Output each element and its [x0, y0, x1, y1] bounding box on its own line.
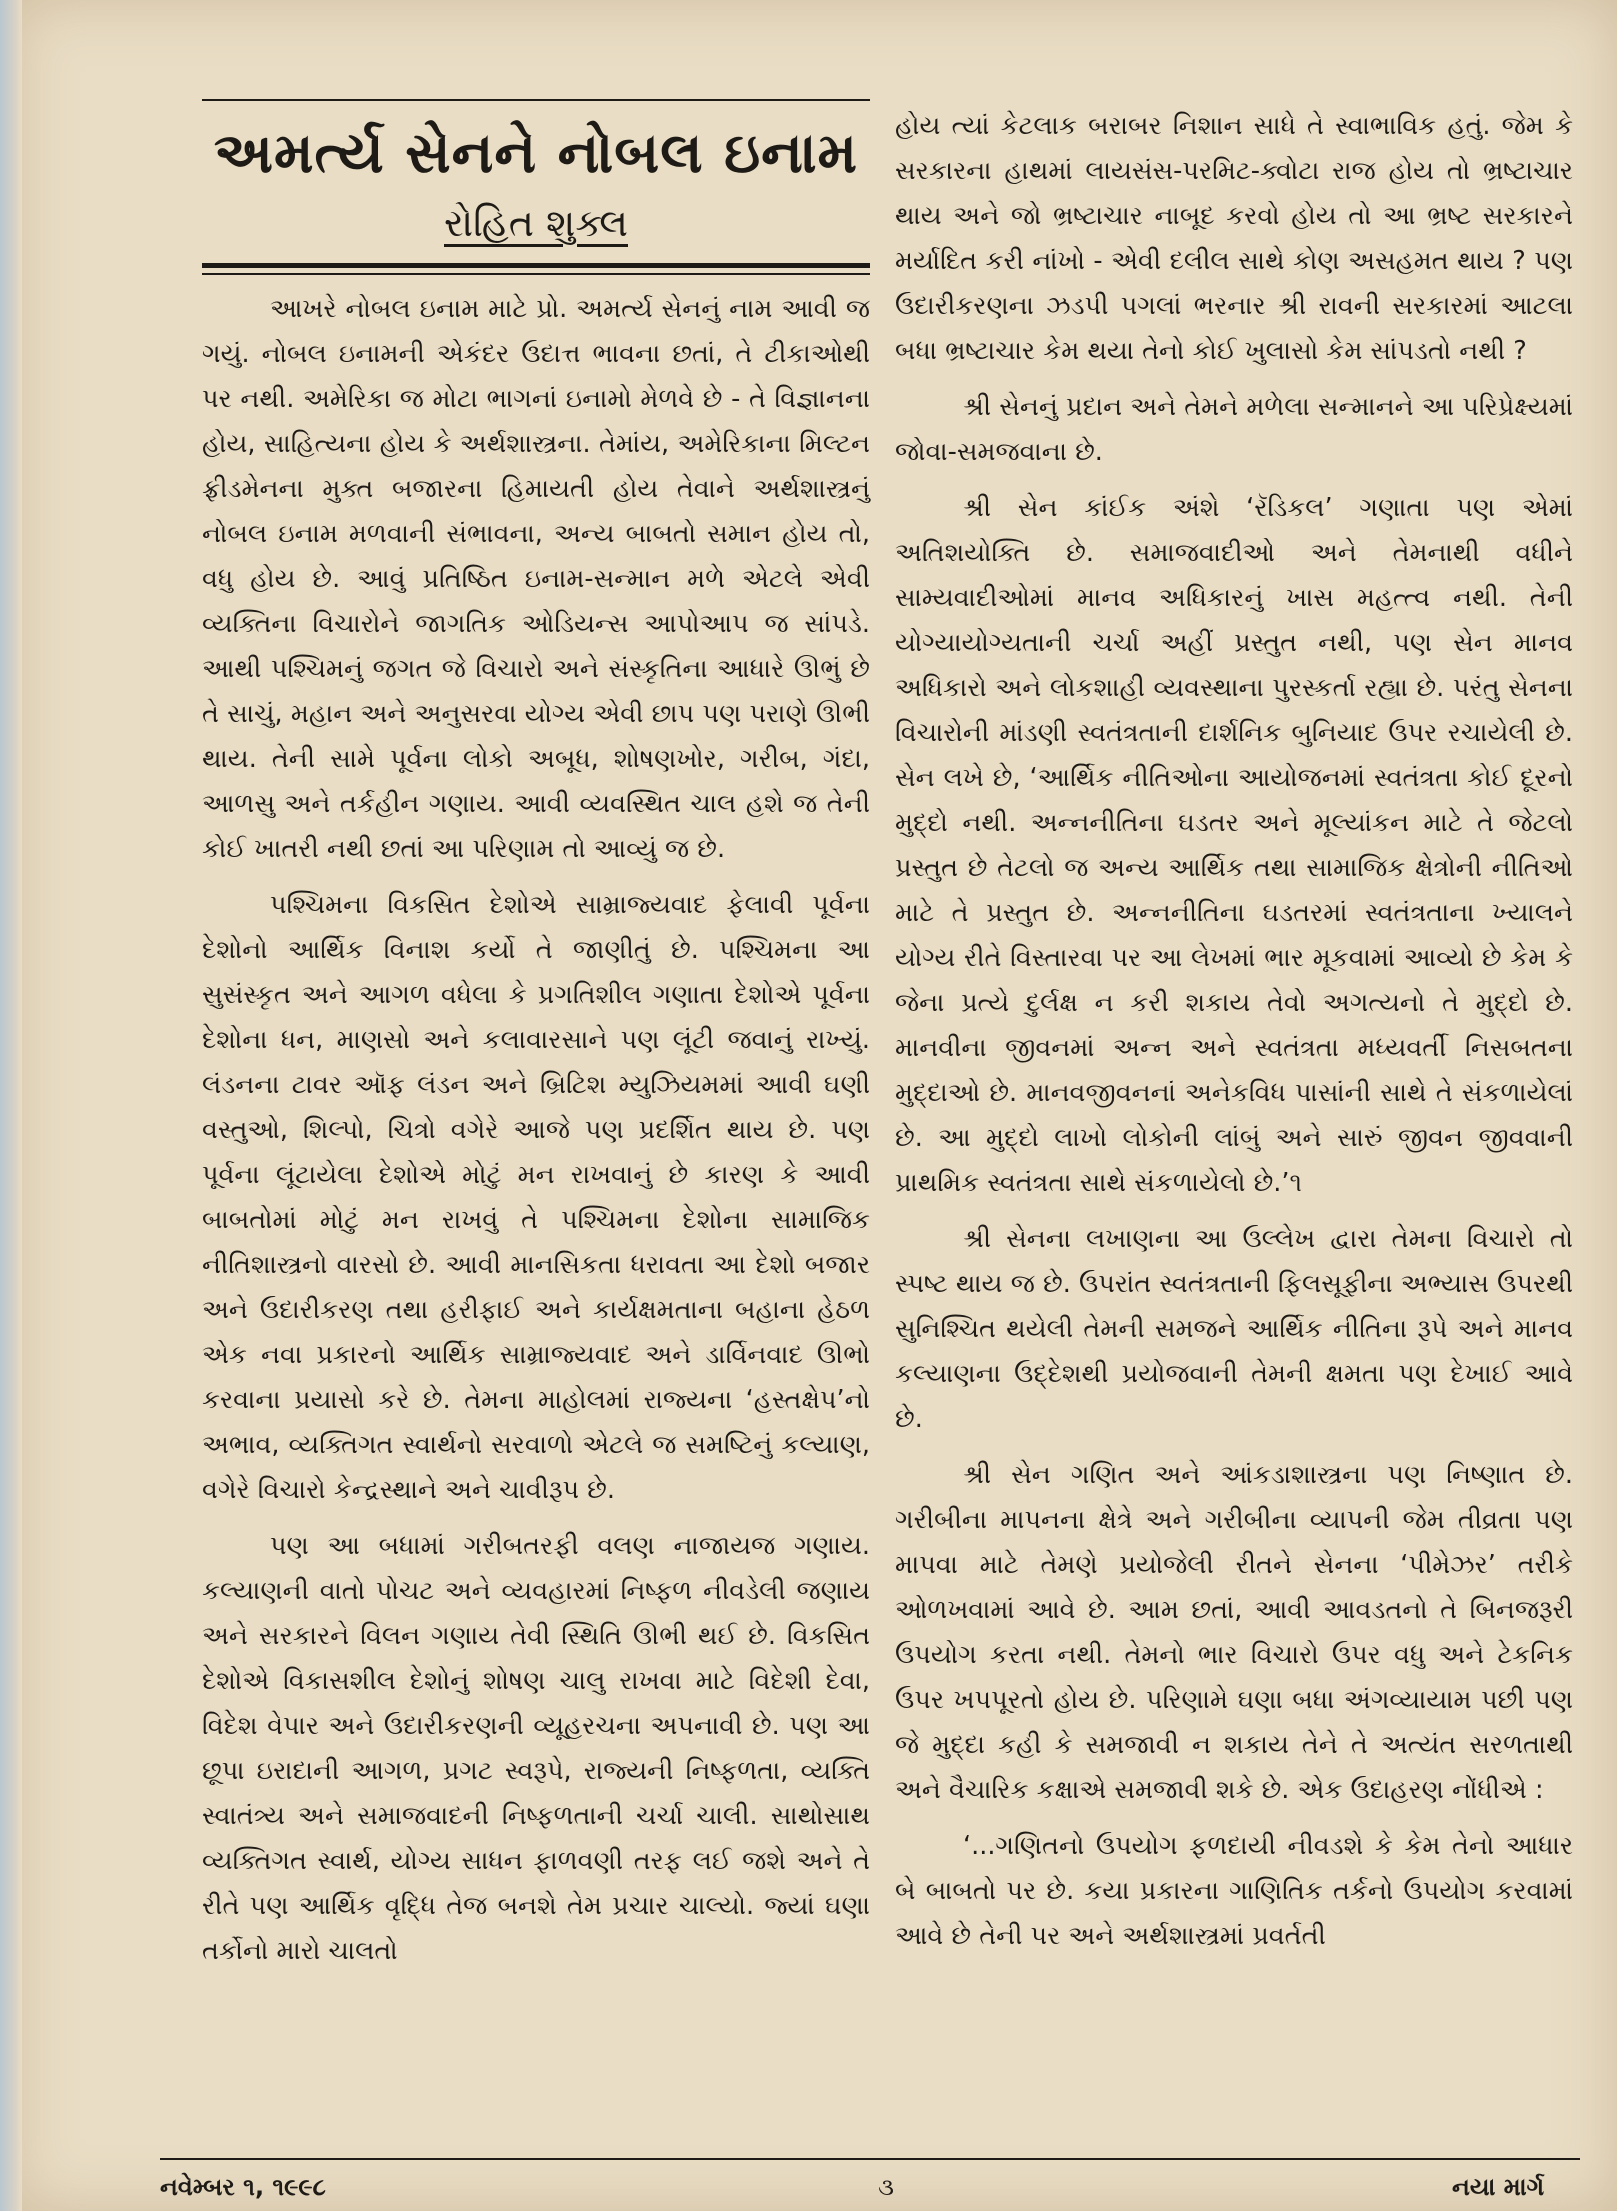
footer-publication-name: નયા માર્ગ — [1452, 2173, 1545, 2201]
left-paragraph: પશ્ચિમના વિકસિત દેશોએ સામ્રાજ્યવાદ ફેલાવી પૂર્વના દેશોનો આર્થિક વિનાશ કર્યો તે જાણીતું છે. પશ્ચિમના આ સુસંસ્કૃત અને આગળ વધેલા કે પ્રગતિશીલ ગણાતા દેશોએ પૂર્વના દેશોના ધન, માણસો અને કલાવારસાને પણ લૂંટી જવાનું રાખ્યું. લંડનના ટાવર ઑફ લંડન અને બ્રિટિશ મ્યુઝિયમમાં આવી ઘણી વસ્તુઓ, શિલ્પો, ચિત્રો વગેરે આજે પણ પ્રદર્શિત થાય છે. પણ પૂર્વના લૂંટાયેલા દેશોએ મોટું મન રાખવાનું છે કારણ કે આવી બાબતોમાં મોટું મન રાખવું તે પશ્ચિમના દેશોના સામાજિક નીતિશાસ્ત્રનો વારસો છે. આવી માનસિકતા ધરાવતા આ દેશો બજાર અને ઉદારીકરણ તથા હરીફાઈ અને કાર્યક્ષમતાના બહાના હેઠળ એક નવા પ્રકારનો આર્થિક સામ્રાજ્યવાદ અને ડાર્વિનવાદ ઊભો કરવાના પ્રયાસો કરે છે. તેમના માહોલમાં રાજ્યના ‘હસ્તક્ષેપ’નો અભાવ, વ્યક્તિગત સ્વાર્થનો સરવાળો એટલે જ સમષ્ટિનું કલ્યાણ, વગેરે વિચારો કેન્દ્રસ્થાને અને ચાવીરૂપ છે. — [202, 890, 870, 1505]
left-paragraph: પણ આ બધામાં ગરીબતરફી વલણ નાજાયજ ગણાય. કલ્યાણની વાતો પોચટ અને વ્યવહારમાં નિષ્ફળ નીવડેલી જણાય અને સરકારને વિલન ગણાય તેવી સ્થિતિ ઊભી થઈ છે. વિકસિત દેશોએ વિકાસશીલ દેશોનું શોષણ ચાલુ રાખવા માટે વિદેશી દેવા, વિદેશ વેપાર અને ઉદારીકરણની વ્યૂહરચના અપનાવી છે. પણ આ છૂપા ઇરાદાની આગળ, પ્રગટ સ્વરૂપે, રાજ્યની નિષ્ફળતા, વ્યક્તિ સ્વાતંત્ર્ય અને સમાજવાદની નિષ્ફળતાની ચર્ચા ચાલી. સાથોસાથ વ્યક્તિગત સ્વાર્થ, યોગ્ય સાધન ફાળવણી તરફ લઈ જશે અને તે રીતે પણ આર્થિક વૃદ્ધિ તેજ બનશે તેમ પ્રચાર ચાલ્યો. જ્યાં ઘણા તર્કોનો મારો ચાલતો — [202, 1531, 870, 1966]
right-paragraph: શ્રી સેનના લખાણના આ ઉલ્લેખ દ્વારા તેમના વિચારો તો સ્પષ્ટ થાય જ છે. ઉપરાંત સ્વતંત્રતાની ફિલસૂફીના અભ્યાસ ઉપરથી સુનિશ્ચિત થયેલી તેમની સમજને આર્થિક નીતિના રૂપે અને માનવ કલ્યાણના ઉદ્દેશથી પ્રયોજવાની તેમની ક્ષમતા પણ દેખાઈ આવે છે. — [895, 1224, 1573, 1434]
right-paragraph: શ્રી સેનનું પ્રદાન અને તેમને મળેલા સન્માનને આ પરિપ્રેક્ષ્યમાં જોવા-સમજવાના છે. — [895, 392, 1573, 467]
left-paragraph: આખરે નોબલ ઇનામ માટે પ્રો. અમર્ત્ય સેનનું નામ આવી જ ગયું. નોબલ ઇનામની એકંદર ઉદાત્ત ભાવના છતાં, તે ટીકાઓથી પર નથી. અમેરિકા જ મોટા ભાગનાં ઇનામો મેળવે છે - તે વિજ્ઞાનના હોય, સાહિત્યના હોય કે અર્થશાસ્ત્રના. તેમાંય, અમેરિકાના મિલ્ટન ફ્રીડમેનના મુક્ત બજારના હિમાયતી હોય તેવાને અર્થશાસ્ત્રનું નોબલ ઇનામ મળવાની સંભાવના, અન્ય બાબતો સમાન હોય તો, વધુ હોય છે. આવું પ્રતિષ્ઠિત ઇનામ-સન્માન મળે એટલે એવી વ્યક્તિના વિચારોને જાગતિક ઓડિયન્સ આપોઆપ જ સાંપડે. આથી પશ્ચિમનું જગત જે વિચારો અને સંસ્કૃતિના આધારે ઊભું છે તે સાચું, મહાન અને અનુસરવા યોગ્ય એવી છાપ પણ પરાણે ઊભી થાય. તેની સામે પૂર્વના લોકો અબૂધ, શોષણખોર, ગરીબ, ગંદા, આળસુ અને તર્કહીન ગણાય. આવી વ્યવસ્થિત ચાલ હશે જ તેની કોઈ ખાતરી નથી છતાં આ પરિણામ તો આવ્યું જ છે. — [202, 294, 870, 864]
right-paragraph: હોય ત્યાં કેટલાક બરાબર નિશાન સાધે તે સ્વાભાવિક હતું. જેમ કે સરકારના હાથમાં લાયસંસ-પરમિટ-ક્વોટા રાજ હોય તો ભ્રષ્ટાચાર થાય અને જો ભ્રષ્ટાચાર નાબૂદ કરવો હોય તો આ ભ્રષ્ટ સરકારને મર્યાદિત કરી નાંખો - એવી દલીલ સાથે કોણ અસહમત થાય ? પણ ઉદારીકરણના ઝડપી પગલાં ભરનાર શ્રી રાવની સરકારમાં આટલા બધા ભ્રષ્ટાચાર કેમ થયા તેનો કોઈ ખુલાસો કેમ સાંપડતો નથી ? — [895, 111, 1573, 366]
article-title: અમર્ત્ય સેનને નોબલ ઇનામ — [213, 121, 859, 186]
right-paragraph: શ્રી સેન કાંઈક અંશે ‘રૅડિકલ’ ગણાતા પણ એમાં અતિશયોક્તિ છે. સમાજવાદીઓ અને તેમનાથી વધીને સામ્યવાદીઓમાં માનવ અધિકારનું ખાસ મહત્ત્વ નથી. તેની યોગ્યાયોગ્યતાની ચર્ચા અહીં પ્રસ્તુત નથી, પણ સેન માનવ અધિકારો અને લોકશાહી વ્યવસ્થાના પુરસ્કર્તા રહ્યા છે. પરંતુ સેનના વિચારોની માંડણી સ્વતંત્રતાની દાર્શનિક બુનિયાદ ઉપર રચાયેલી છે. સેન લખે છે, ‘આર્થિક નીતિઓના આયોજનમાં સ્વતંત્રતા કોઈ દૂરનો મુદ્દો નથી. અન્નનીતિના ઘડતર અને મૂલ્યાંકન માટે તે જેટલો પ્રસ્તુત છે તેટલો જ અન્ય આર્થિક તથા સામાજિક ક્ષેત્રોની નીતિઓ માટે તે પ્રસ્તુત છે. અન્નનીતિના ઘડતરમાં સ્વતંત્રતાના ખ્યાલને યોગ્ય રીતે વિસ્તારવા પર આ લેખમાં ભાર મૂકવામાં આવ્યો છે કેમ કે જેના પ્રત્યે દુર્લક્ષ ન કરી શકાય તેવો અગત્યનો તે મુદ્દો છે. માનવીના જીવનમાં અન્ન અને સ્વતંત્રતા મધ્યવર્તી નિસબતના મુદ્દાઓ છે. માનવજીવનનાં અનેકવિધ પાસાંની સાથે તે સંકળાયેલાં છે. આ મુદ્દો લાખો લોકોની લાંબું અને સારું જીવન જીવવાની પ્રાથમિક સ્વતંત્રતા સાથે સંકળાયેલો છે.’૧ — [895, 493, 1573, 1198]
title-top-rule — [202, 99, 870, 101]
torn-page-edge — [0, 0, 22, 2211]
title-bottom-rule-thick — [202, 263, 870, 268]
right-column — [895, 104, 1573, 1970]
footer-date: નવેમ્બર ૧, ૧૯૯૮ — [160, 2173, 326, 2201]
right-paragraph: શ્રી સેન ગણિત અને આંકડાશાસ્ત્રના પણ નિષ્ણાત છે. ગરીબીના માપનના ક્ષેત્રે અને ગરીબીના વ્યાપની જેમ તીવ્રતા પણ માપવા માટે તેમણે પ્રયોજેલી રીતને સેનના ‘પીમેઝર’ તરીકે ઓળખવામાં આવે છે. આમ છતાં, આવી આવડતનો તે બિનજરૂરી ઉપયોગ કરતા નથી. તેમનો ભાર વિચારો ઉપર વધુ અને ટેકનિક ઉપર ખપપૂરતો હોય છે. પરિણામે ઘણા બધા અંગવ્યાયામ પછી પણ જે મુદ્દા કહી કે સમજાવી ન શકાય તેને તે અત્યંત સરળતાથી અને વૈચારિક કક્ષાએ સમજાવી શકે છે. એક ઉદાહરણ નોંધીએ : — [895, 1460, 1573, 1805]
title-bottom-rule-thin — [202, 273, 870, 275]
footer-page-number: ૩ — [878, 2173, 894, 2201]
footer-rule — [160, 2158, 1580, 2160]
article-author: રોહિત શુક્લ — [444, 201, 628, 245]
left-column — [202, 0, 870, 1985]
right-paragraph: ‘...ગણિતનો ઉપયોગ ફળદાયી નીવડશે કે કેમ તેનો આધાર બે બાબતો પર છે. કયા પ્રકારના ગાણિતિક તર્કનો ઉપયોગ કરવામાં આવે છે તેની પર અને અર્થશાસ્ત્રમાં પ્રવર્તતી — [895, 1831, 1573, 1951]
